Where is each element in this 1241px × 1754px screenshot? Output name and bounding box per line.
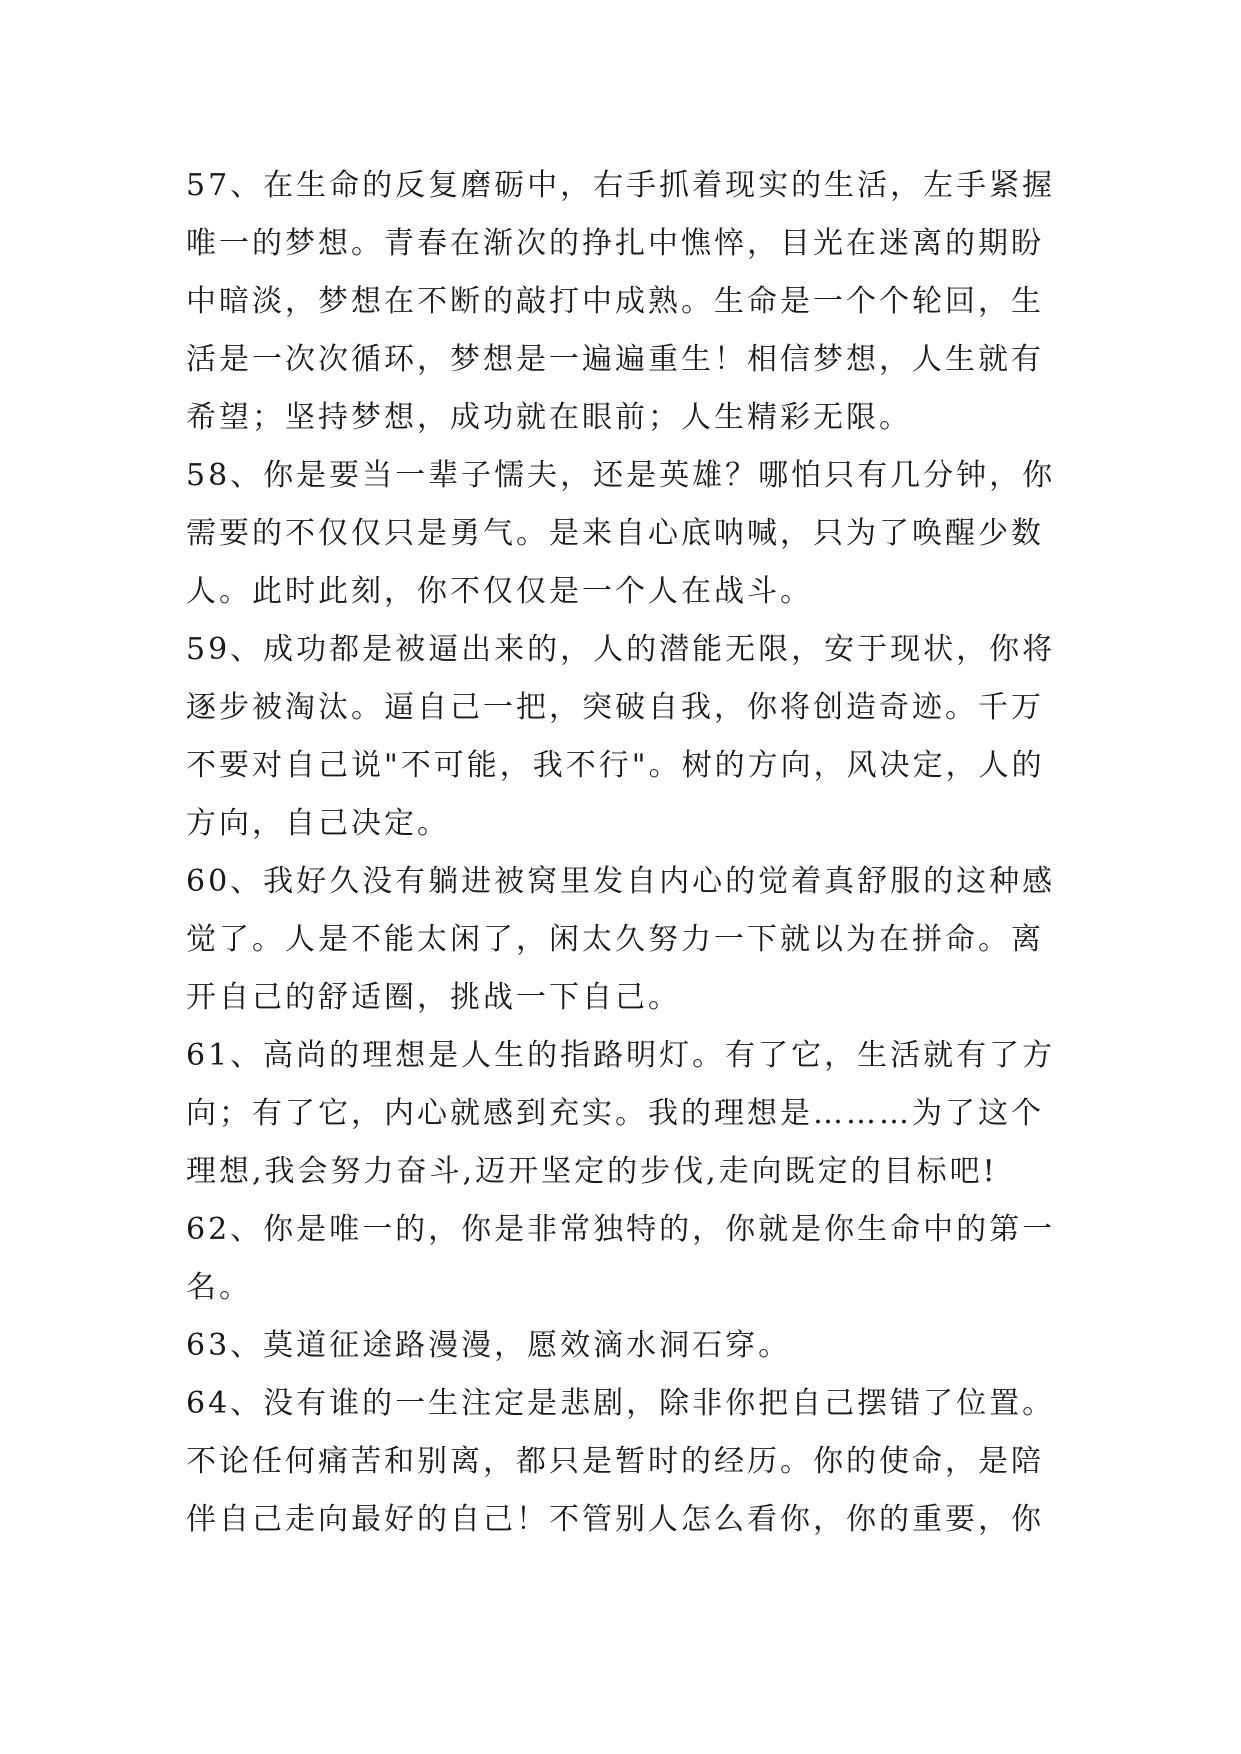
text-line: 逐步被淘汰。逼自己一把，突破自我，你将创造奇迹。千万 [186,690,1044,725]
document-body [186,157,1076,1549]
text-line: 63、莫道征途路漫漫，愿效滴水洞石穿。 [186,1328,792,1363]
text-line: 不论任何痛苦和别离，都只是暂时的经历。你的使命，是陪 [186,1444,1044,1479]
text-line: 开自己的舒适圈，挑战一下自己。 [186,980,681,1015]
text-line: 57、在生命的反复磨砺中，右手抓着现实的生活，左手紧握 [186,168,1056,203]
text-line: 唯一的梦想。青春在渐次的挣扎中憔悴，目光在迷离的期盼 [186,226,1044,261]
text-line: 理想,我会努力奋斗,迈开坚定的步伐,走向既定的目标吧! [186,1154,998,1189]
text-line: 58、你是要当一辈子懦夫，还是英雄？哪怕只有几分钟，你 [186,458,1056,493]
text-line: 需要的不仅仅只是勇气。是来自心底呐喊，只为了唤醒少数 [186,516,1044,551]
text-line: 希望；坚持梦想，成功就在眼前；人生精彩无限。 [186,400,912,435]
text-line: 觉了。人是不能太闲了，闲太久努力一下就以为在拼命。离 [186,922,1044,957]
text-line: 伴自己走向最好的自己！不管别人怎么看你，你的重要，你 [186,1502,1044,1537]
text-line: 人。此时此刻，你不仅仅是一个人在战斗。 [186,574,813,609]
text-line: 名。 [186,1270,252,1305]
text-line: 方向，自己决定。 [186,806,450,841]
text-line: 61、高尚的理想是人生的指路明灯。有了它，生活就有了方 [186,1038,1056,1073]
text-line: 活是一次次循环，梦想是一遍遍重生！相信梦想，人生就有 [186,342,1044,377]
text-line: 不要对自己说"不可能，我不行"。树的方向，风决定，人的 [186,748,1045,783]
text-line: 向；有了它，内心就感到充实。我的理想是………为了这个 [186,1096,1044,1131]
text-line: 中暗淡，梦想在不断的敲打中成熟。生命是一个个轮回，生 [186,284,1044,319]
text-line: 64、没有谁的一生注定是悲剧，除非你把自己摆错了位置。 [186,1386,1056,1421]
text-line: 62、你是唯一的，你是非常独特的，你就是你生命中的第一 [186,1212,1056,1247]
text-line: 59、成功都是被逼出来的，人的潜能无限，安于现状，你将 [186,632,1056,667]
text-line: 60、我好久没有躺进被窝里发自内心的觉着真舒服的这种感 [186,864,1056,899]
